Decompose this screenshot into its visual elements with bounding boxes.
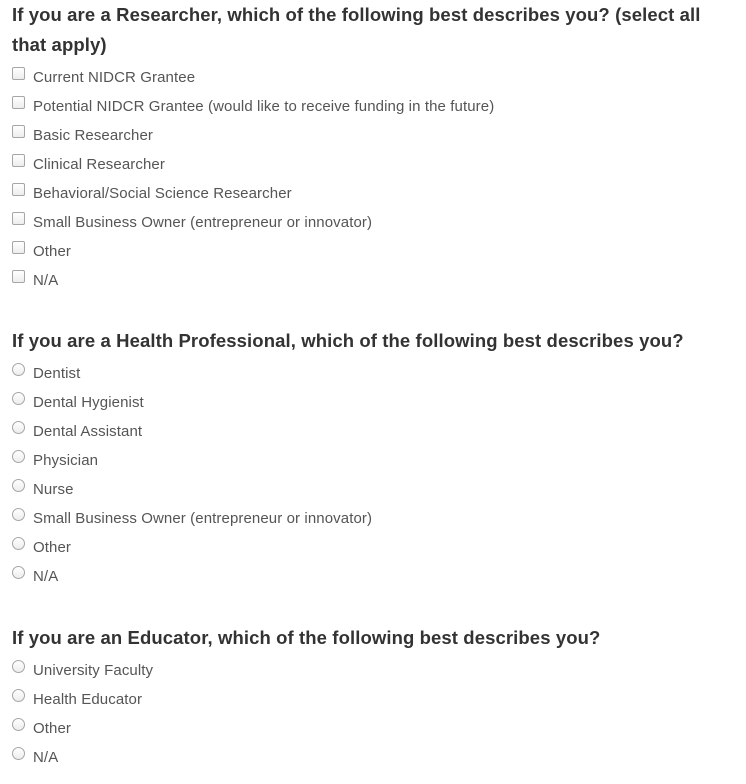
option-label[interactable]: Dentist bbox=[33, 365, 81, 382]
researcher-options bbox=[12, 67, 736, 299]
radio-button[interactable] bbox=[12, 363, 25, 376]
radio-button[interactable] bbox=[12, 747, 25, 760]
researcher-option-behavioral[interactable] bbox=[12, 183, 736, 212]
health-professional-options bbox=[12, 363, 736, 595]
option-label[interactable]: Basic Researcher bbox=[33, 127, 153, 144]
researcher-option-current-grantee[interactable] bbox=[12, 67, 736, 96]
option-label[interactable]: Current NIDCR Grantee bbox=[33, 69, 196, 86]
radio-button[interactable] bbox=[12, 421, 25, 434]
checkbox[interactable] bbox=[12, 154, 25, 167]
checkbox[interactable] bbox=[12, 96, 25, 109]
researcher-option-na[interactable] bbox=[12, 270, 736, 299]
radio-button[interactable] bbox=[12, 392, 25, 405]
checkbox[interactable] bbox=[12, 241, 25, 254]
health-professional-question-title: If you are a Health Professional, which of the following best describes you? bbox=[12, 330, 684, 351]
option-label[interactable]: University Faculty bbox=[33, 662, 154, 679]
option-label[interactable]: Clinical Researcher bbox=[33, 156, 165, 173]
health-option-dental-hygienist[interactable] bbox=[12, 392, 736, 421]
researcher-option-basic[interactable] bbox=[12, 125, 736, 154]
radio-button[interactable] bbox=[12, 566, 25, 579]
option-label[interactable]: Potential NIDCR Grantee (would like to receive funding in the future) bbox=[33, 98, 495, 115]
radio-button[interactable] bbox=[12, 537, 25, 550]
radio-button[interactable] bbox=[12, 660, 25, 673]
checkbox[interactable] bbox=[12, 125, 25, 138]
option-label[interactable]: Nurse bbox=[33, 481, 74, 498]
educator-question-title: If you are an Educator, which of the following best describes you? bbox=[12, 627, 601, 648]
radio-button[interactable] bbox=[12, 479, 25, 492]
researcher-question bbox=[12, 0, 736, 299]
option-label[interactable]: N/A bbox=[33, 272, 59, 289]
checkbox[interactable] bbox=[12, 183, 25, 196]
health-professional-question bbox=[12, 326, 736, 595]
option-label[interactable]: Dental Assistant bbox=[33, 423, 143, 440]
checkbox[interactable] bbox=[12, 270, 25, 283]
educator-option-na[interactable] bbox=[12, 747, 736, 776]
option-label[interactable]: Health Educator bbox=[33, 691, 143, 708]
educator-question bbox=[12, 623, 736, 776]
educator-option-health-educator[interactable] bbox=[12, 689, 736, 718]
option-label[interactable]: N/A bbox=[33, 568, 59, 585]
option-label[interactable]: Dental Hygienist bbox=[33, 394, 144, 411]
option-label[interactable]: Other bbox=[33, 539, 72, 556]
health-option-other[interactable] bbox=[12, 537, 736, 566]
health-option-nurse[interactable] bbox=[12, 479, 736, 508]
radio-button[interactable] bbox=[12, 718, 25, 731]
radio-button[interactable] bbox=[12, 508, 25, 521]
educator-options bbox=[12, 660, 736, 776]
researcher-question-title: If you are a Researcher, which of the following best describes you? (select all that apply) bbox=[12, 4, 701, 55]
option-label[interactable]: Small Business Owner (entrepreneur or innovator) bbox=[33, 214, 373, 231]
researcher-option-clinical[interactable] bbox=[12, 154, 736, 183]
educator-option-other[interactable] bbox=[12, 718, 736, 747]
health-option-dentist[interactable] bbox=[12, 363, 736, 392]
option-label[interactable]: N/A bbox=[33, 749, 59, 766]
health-option-na[interactable] bbox=[12, 566, 736, 595]
option-label[interactable]: Small Business Owner (entrepreneur or innovator) bbox=[33, 510, 373, 527]
option-label[interactable]: Physician bbox=[33, 452, 99, 469]
option-label[interactable]: Other bbox=[33, 243, 72, 260]
educator-option-university-faculty[interactable] bbox=[12, 660, 736, 689]
health-option-dental-assistant[interactable] bbox=[12, 421, 736, 450]
option-label[interactable]: Other bbox=[33, 720, 72, 737]
checkbox[interactable] bbox=[12, 67, 25, 80]
checkbox[interactable] bbox=[12, 212, 25, 225]
radio-button[interactable] bbox=[12, 689, 25, 702]
researcher-option-potential-grantee[interactable] bbox=[12, 96, 736, 125]
researcher-option-other[interactable] bbox=[12, 241, 736, 270]
researcher-option-small-business[interactable] bbox=[12, 212, 736, 241]
health-option-physician[interactable] bbox=[12, 450, 736, 479]
radio-button[interactable] bbox=[12, 450, 25, 463]
option-label[interactable]: Behavioral/Social Science Researcher bbox=[33, 185, 292, 202]
health-option-small-business[interactable] bbox=[12, 508, 736, 537]
